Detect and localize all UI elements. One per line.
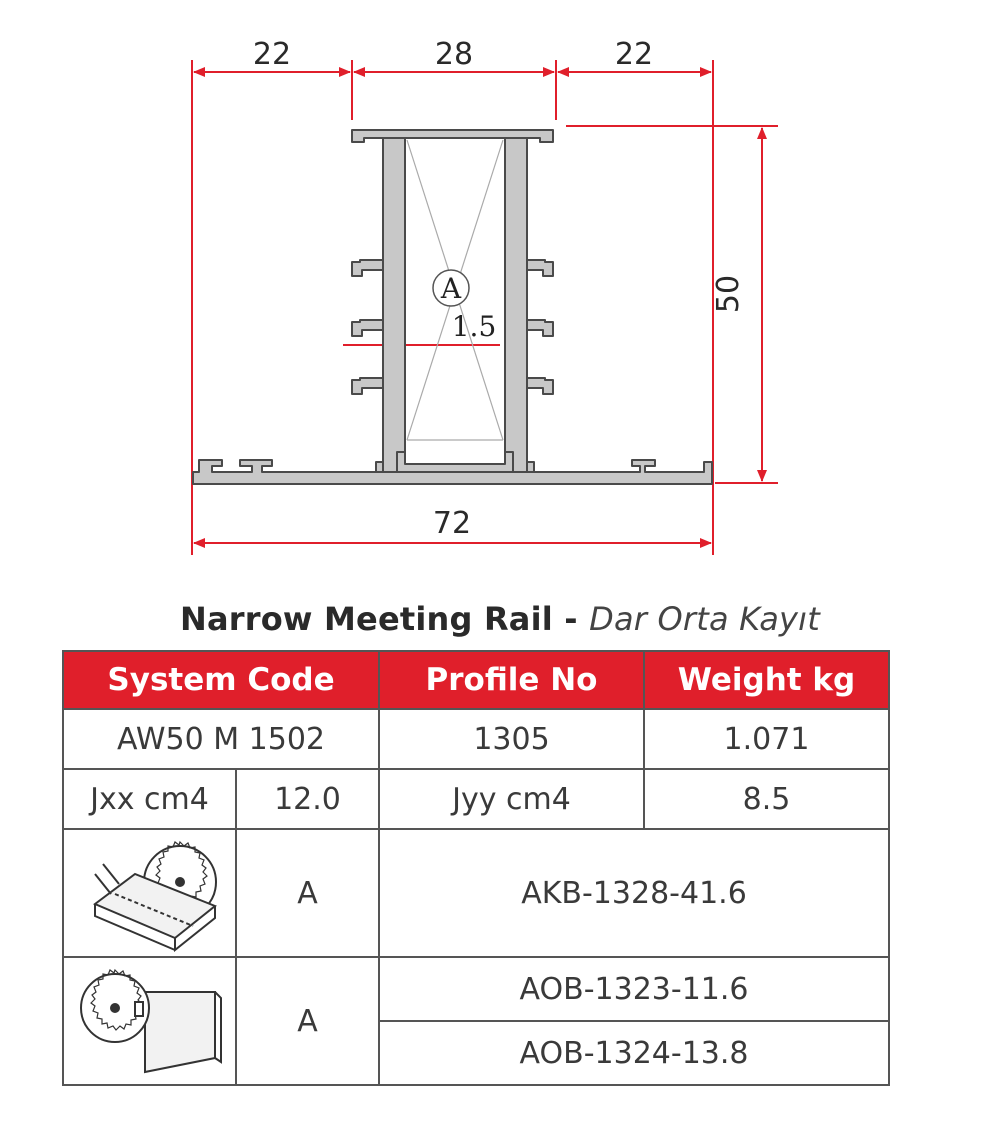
title-alt-name: Dar Orta Kayıt <box>589 600 820 638</box>
cell-jyy-value: 8.5 <box>644 769 889 829</box>
dim-wall: 1.5 <box>451 310 497 343</box>
cell-saw-icon <box>63 957 236 1085</box>
circular-saw-cut-icon <box>75 834 225 952</box>
section-label: A <box>440 272 462 305</box>
cell-jxx-value: 12.0 <box>236 769 379 829</box>
dim-height: 50 <box>711 274 746 314</box>
cell-saw-letter: A <box>236 957 379 1085</box>
dim-top-middle: 28 <box>434 37 474 72</box>
table-row <box>63 709 889 769</box>
saw-blade-profile-icon <box>75 962 225 1080</box>
header-profile-no: Profile No <box>379 651 644 709</box>
title-separator: - <box>552 600 590 638</box>
cell-profile-no: 1305 <box>379 709 644 769</box>
dim-top-right: 22 <box>614 37 654 72</box>
cell-system-code: AW50 M 1502 <box>63 709 379 769</box>
cell-cut-letter: A <box>236 829 379 957</box>
dim-top-left: 22 <box>252 37 292 72</box>
cell-jxx-label: Jxx cm4 <box>63 769 236 829</box>
cell-saw-code-2: AOB-1324-13.8 <box>379 1021 889 1085</box>
product-title <box>0 600 1000 638</box>
dim-width: 72 <box>432 506 472 541</box>
aluminium-profile <box>193 130 712 484</box>
table-row <box>63 769 889 829</box>
table-header-row <box>63 651 889 709</box>
spec-table <box>62 650 890 1086</box>
cell-cut-code: AKB-1328-41.6 <box>379 829 889 957</box>
table-row <box>63 829 889 957</box>
cell-jyy-label: Jyy cm4 <box>379 769 644 829</box>
table-row <box>63 957 889 1021</box>
header-weight: Weight kg <box>644 651 889 709</box>
cell-saw-code-1: AOB-1323-11.6 <box>379 957 889 1021</box>
title-name: Narrow Meeting Rail <box>179 600 553 638</box>
cell-weight: 1.071 <box>644 709 889 769</box>
cell-cut-icon <box>63 829 236 957</box>
header-system-code: System Code <box>63 651 379 709</box>
